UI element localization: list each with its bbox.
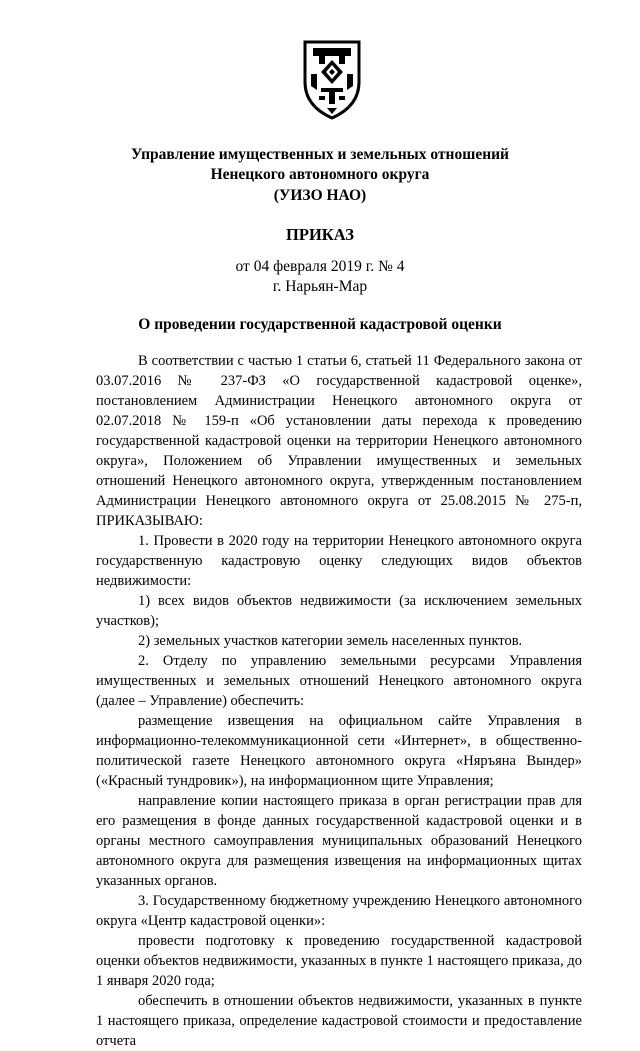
paragraph-preamble: В соответствии с частью 1 статьи 6, статьей 11 Федерального закона от 03.07.2016 № 237-ФЗ «О государственной кадастровой оценке», постановлением Администрации Ненецкого автономного округа от 02.07.2018 № 159-п «Об установлении даты перехода к проведению государственной кадастровой оценки на территории Ненецкого автономного округа», Положением об Управлении имущественных и земельных отношений Ненецкого автономного округа, утвержденным постановлением Администрации Ненецкого автономного округа от 25.08.2015 № 275-п, ПРИКАЗЫВАЮ:: [96, 353, 582, 529]
organization-name-line1: Управление имущественных и земельных отношений: [131, 146, 509, 163]
document-body: [96, 351, 582, 1051]
paragraph-item-1-1: 1) всех видов объектов недвижимости (за исключением земельных участков);: [96, 593, 582, 629]
paragraph-item-2-b: направление копии настоящего приказа в орган регистрации прав для его размещения в фонде данных государственной кадастровой оценки и в органы местного самоуправления муниципальных образований Ненецкого автономного округа для размещения извещения на информационных щитах указанных органов.: [96, 793, 582, 889]
document-type-title: ПРИКАЗ: [286, 225, 354, 244]
organization-abbreviation: (УИЗО НАО): [273, 187, 367, 204]
document-city: г. Нарьян-Мар: [272, 278, 368, 295]
paragraph-item-1-2: 2) земельных участков категории земель населенных пунктов.: [138, 633, 523, 649]
paragraph-item-3: 3. Государственному бюджетному учреждению Ненецкого автономного округа «Центр кадастровой оценки»:: [96, 893, 582, 929]
coat-of-arms-emblem: [299, 34, 365, 120]
organization-name-line2: Ненецкого автономного округа: [210, 166, 430, 183]
paragraph-item-1: 1. Провести в 2020 году на территории Ненецкого автономного округа государственную кадастровую оценку следующих видов объектов недвижимости:: [96, 533, 582, 589]
paragraph-item-3-b: обеспечить в отношении объектов недвижимости, указанных в пункте 1 настоящего приказа, определение кадастровой стоимости и предоставление отчета: [96, 993, 582, 1049]
paragraph-item-2: 2. Отделу по управлению земельными ресурсами Управления имущественных и земельных отношений Ненецкого автономного округа (далее – Управление) обеспечить:: [96, 653, 582, 709]
paragraph-item-3-a: провести подготовку к проведению государственной кадастровой оценки объектов недвижимости, указанных в пункте 1 настоящего приказа, до 1 января 2020 года;: [96, 933, 582, 989]
document-subject: О проведении государственной кадастровой оценки: [138, 316, 502, 333]
paragraph-item-2-a: размещение извещения на официальном сайте Управления в информационно-телекоммуникационной сети «Интернет», в общественно-политической газете Ненецкого автономного округа «Няръяна Вындер» («Красный тундровик»), на информационном щите Управления;: [96, 713, 582, 789]
document-date-number: от 04 февраля 2019 г. № 4: [235, 258, 405, 275]
